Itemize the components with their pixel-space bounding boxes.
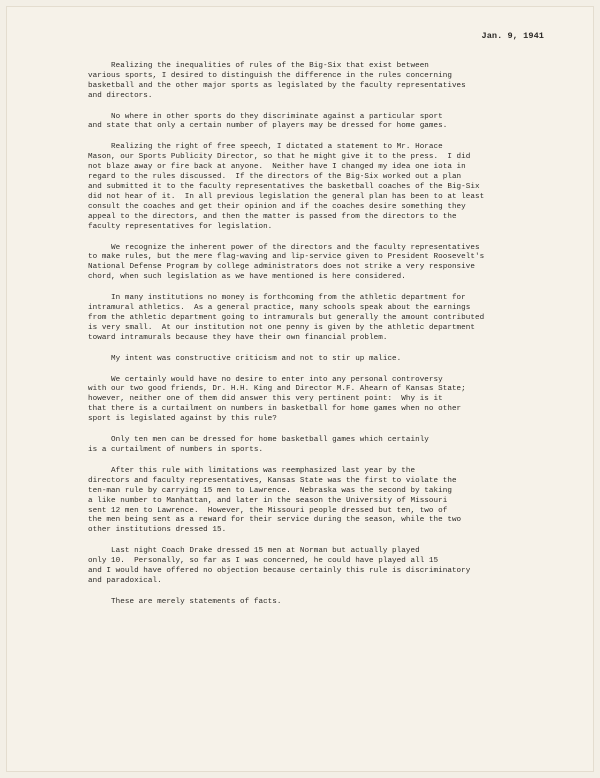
paragraph: My intent was constructive criticism and not to stir up malice. (88, 354, 402, 363)
letter-date: Jan. 9, 1941 (481, 31, 544, 41)
letter-body (88, 32, 558, 619)
paragraph: No where in other sports do they discriminate against a particular sport and state that only a certain number of players may be dressed for home games. (88, 112, 448, 131)
paragraph: These are merely statements of facts. (88, 597, 282, 606)
paragraph: Realizing the right of free speech, I dictated a statement to Mr. Horace Mason, our Sports Publicity Director, so that he might give it to the press. I did not blaze away or fire back at anyone. Neither have I changed my idea one iota in regard to the rules discussed. If the directors of the Big-Six worked out a plan and submitted it to the faculty representatives the basketball coaches of the Big-Six did not hear of it. In all previous legislation the general plan has been to at least consult the coaches and get their opinion and if the coaches desire something they appeal to the directors, and then the matter is passed from the directors to the faculty representatives for legislation. (88, 143, 485, 231)
paragraph: Only ten men can be dressed for home basketball games which certainly is a curtailment of numbers in sports. (88, 436, 429, 454)
paragraph: Realizing the inequalities of rules of the Big-Six that exist between various sports, I desired to distinguish the difference in the rules concerning basketball and the other major sports as legislated by the faculty representatives and directors. (88, 61, 466, 100)
paragraph: In many institutions no money is forthcoming from the athletic department for intramural athletics. As a general practice, many schools speak about the earnings from the athletic department going to intramurals but generally the amount contributed is very small. At our institution not one penny is given by the athletic department toward intramurals because they have their own financial problem. (88, 294, 485, 342)
paragraph: Last night Coach Drake dressed 15 men at Norman but actually played only 10. Personally, so far as I was concerned, he could have played all 15 and I would have offered no objection because certainly this rule is discriminatory and paradoxical. (88, 547, 471, 585)
paragraph: We certainly would have no desire to enter into any personal controversy with our two good friends, Dr. H.H. King and Director M.F. Ahearn of Kansas State; however, neither one of them did answer this very pertinent point: Why is it that there is a curtailment on numbers in basketball for home games when no other sport is legislated against by this rule? (88, 375, 466, 424)
letter-page (6, 6, 594, 772)
paragraph: We recognize the inherent power of the directors and the faculty representatives to make rules, but the mere flag-waving and lip-service given to President Roosevelt's National Defense Program by college administrators does not strike a very responsive chord, when such legislation as we have mentioned is here considered. (88, 243, 485, 282)
paragraph: After this rule with limitations was reemphasized last year by the directors and faculty representatives, Kansas State was the first to violate the ten-man rule by carrying 15 men to Lawrence. Nebraska was the second by taking a like number to Manhattan, and later in the season the University of Missouri sent 12 men to Lawrence. However, the Missouri people dressed but ten, two of the men being sent as a reward for their service during the season, while the two other institutions dressed 15. (88, 466, 462, 535)
